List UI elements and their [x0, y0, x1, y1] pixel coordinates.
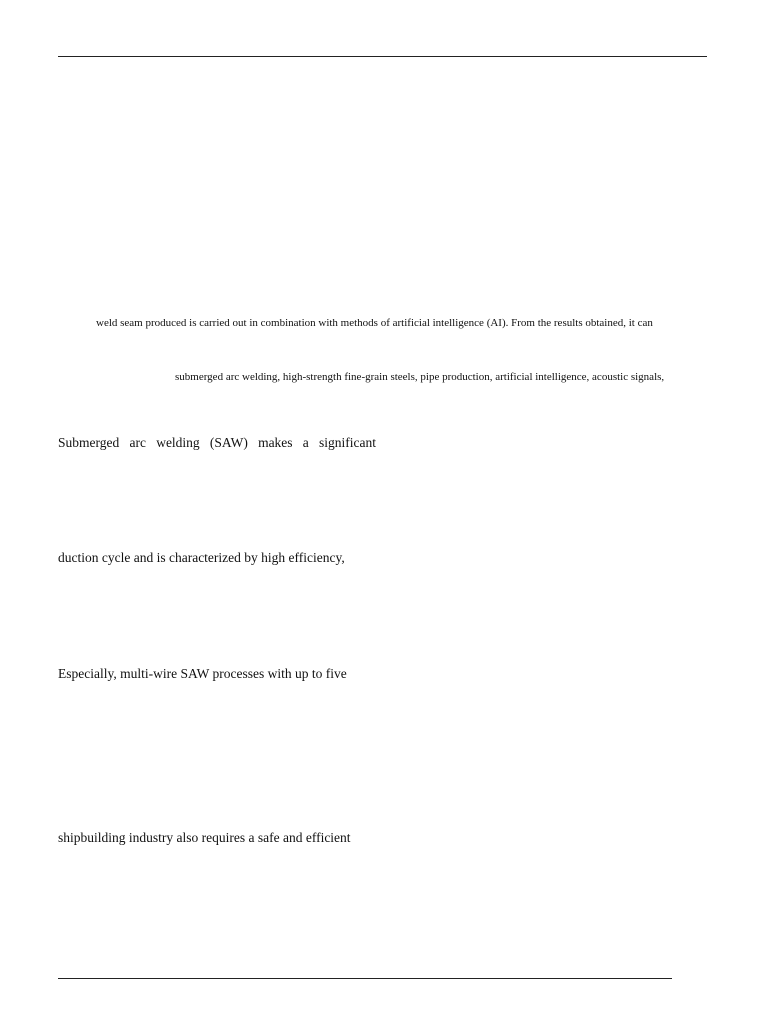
- body-text-line: shipbuilding industry also requires a safe and efficient: [58, 830, 351, 845]
- keywords-text-fragment: submerged arc welding, high-strength fine-grain steels, pipe production, artificial intelligence, acoustic signals,: [175, 371, 665, 383]
- body-text-line: Submerged arc welding (SAW) makes a significant: [58, 435, 376, 450]
- header-rule: [58, 56, 707, 57]
- body-text-line: duction cycle and is characterized by high efficiency,: [58, 550, 345, 565]
- body-text-line: Especially, multi-wire SAW processes with up to five: [58, 666, 347, 681]
- abstract-text-fragment: weld seam produced is carried out in combination with methods of artificial intelligence (AI). From the results obtained, it can: [96, 317, 653, 329]
- footer-rule: [58, 978, 672, 979]
